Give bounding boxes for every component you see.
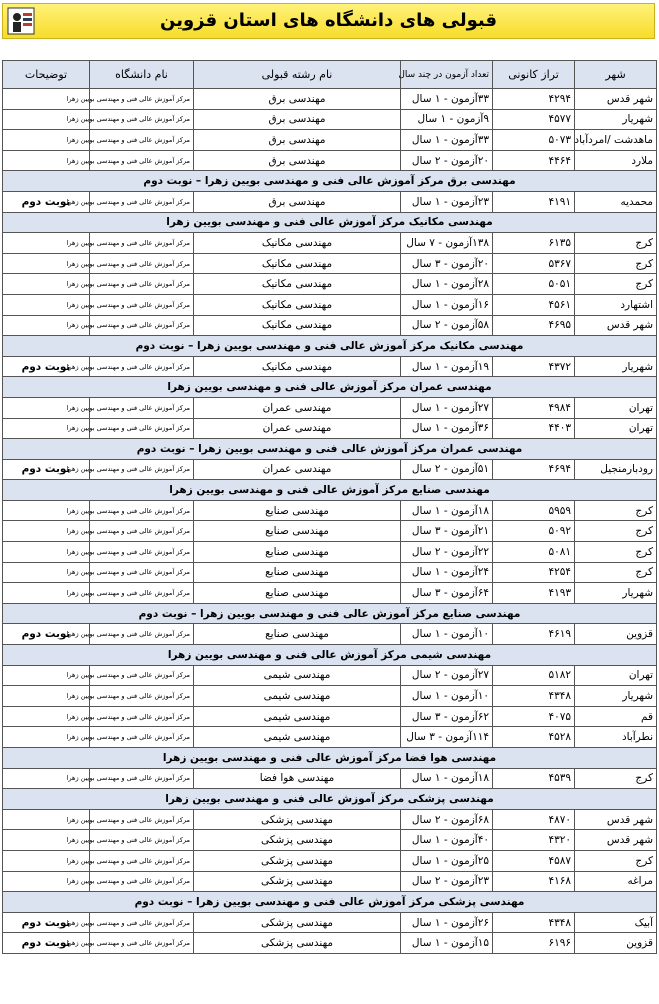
section-title: مهندسی صنایع مرکز آموزش عالی فنی و مهندسی بویین زهرا bbox=[3, 480, 657, 501]
section-title: مهندسی صنایع مرکز آموزش عالی فنی و مهندسی بویین زهرا – نوبت دوم bbox=[3, 603, 657, 624]
major-cell: مهندسی پزشکی bbox=[194, 912, 401, 933]
exams-cell: ۱۸آزمون - ۱ سال bbox=[401, 500, 493, 521]
city-cell: آبیک bbox=[575, 912, 657, 933]
major-cell: مهندسی عمران bbox=[194, 418, 401, 439]
score-cell: ۴۵۶۱ bbox=[493, 294, 575, 315]
table-row bbox=[3, 274, 657, 295]
university-cell: مرکز آموزش عالی فنی و مهندسی بویین زهرا bbox=[90, 521, 194, 542]
major-cell: مهندسی مکانیک bbox=[194, 315, 401, 336]
exams-cell: ۶۸آزمون - ۲ سال bbox=[401, 809, 493, 830]
university-cell: مرکز آموزش عالی فنی و مهندسی بویین زهرا bbox=[90, 768, 194, 789]
section-title: مهندسی پزشکی مرکز آموزش عالی فنی و مهندسی بویین زهرا bbox=[3, 789, 657, 810]
table-row bbox=[3, 933, 657, 954]
section-row bbox=[3, 439, 657, 460]
major-cell: مهندسی شیمی bbox=[194, 706, 401, 727]
exams-cell: ۱۳۸آزمون - ۷ سال bbox=[401, 233, 493, 254]
section-title: مهندسی مکانیک مرکز آموزش عالی فنی و مهندسی بویین زهرا – نوبت دوم bbox=[3, 336, 657, 357]
page-header bbox=[2, 3, 655, 39]
table-row bbox=[3, 191, 657, 212]
table-row bbox=[3, 315, 657, 336]
city-cell: کرج bbox=[575, 274, 657, 295]
header-notes: توضیحات bbox=[3, 61, 90, 89]
table-row bbox=[3, 418, 657, 439]
city-cell: شهریار bbox=[575, 109, 657, 130]
exams-cell: ۱۱۴آزمون - ۳ سال bbox=[401, 727, 493, 748]
table-row bbox=[3, 542, 657, 563]
university-cell: مرکز آموزش عالی فنی و مهندسی بویین زهرا bbox=[90, 665, 194, 686]
score-cell: ۴۴۶۴ bbox=[493, 150, 575, 171]
exams-cell: ۳۳آزمون - ۱ سال bbox=[401, 130, 493, 151]
header-major: نام رشته قبولی bbox=[194, 61, 401, 89]
score-cell: ۴۳۷۲ bbox=[493, 356, 575, 377]
score-cell: ۵۰۷۳ bbox=[493, 130, 575, 151]
exams-cell: ۶۲آزمون - ۳ سال bbox=[401, 706, 493, 727]
score-cell: ۴۵۲۸ bbox=[493, 727, 575, 748]
table-row bbox=[3, 356, 657, 377]
section-title: مهندسی هوا فضا مرکز آموزش عالی فنی و مهندسی بویین زهرا bbox=[3, 748, 657, 769]
table-row bbox=[3, 397, 657, 418]
city-cell: مراغه bbox=[575, 871, 657, 892]
exams-cell: ۱۸آزمون - ۱ سال bbox=[401, 768, 493, 789]
section-row bbox=[3, 336, 657, 357]
score-cell: ۵۹۵۹ bbox=[493, 500, 575, 521]
university-cell: مرکز آموزش عالی فنی و مهندسی بویین زهرا bbox=[90, 542, 194, 563]
exams-cell: ۲۰آزمون - ۳ سال bbox=[401, 253, 493, 274]
university-cell: مرکز آموزش عالی فنی و مهندسی بویین زهرا bbox=[90, 397, 194, 418]
major-cell: مهندسی عمران bbox=[194, 459, 401, 480]
exams-cell: ۲۳آزمون - ۲ سال bbox=[401, 871, 493, 892]
university-cell: مرکز آموزش عالی فنی و مهندسی بویین زهرا bbox=[90, 89, 194, 110]
section-row bbox=[3, 171, 657, 192]
score-cell: ۴۵۸۷ bbox=[493, 850, 575, 871]
university-cell: مرکز آموزش عالی فنی و مهندسی بویین زهرا bbox=[90, 294, 194, 315]
major-cell: مهندسی مکانیک bbox=[194, 274, 401, 295]
major-cell: مهندسی صنایع bbox=[194, 624, 401, 645]
university-cell: مرکز آموزش عالی فنی و مهندسی بویین زهرا bbox=[90, 191, 194, 212]
table-row bbox=[3, 89, 657, 110]
score-cell: ۴۶۹۵ bbox=[493, 315, 575, 336]
score-cell: ۵۰۸۱ bbox=[493, 542, 575, 563]
major-cell: مهندسی عمران bbox=[194, 397, 401, 418]
page-title: قبولی های دانشگاه های استان قزوین bbox=[160, 10, 497, 31]
major-cell: مهندسی صنایع bbox=[194, 542, 401, 563]
exams-cell: ۲۷آزمون - ۲ سال bbox=[401, 665, 493, 686]
score-cell: ۴۰۷۵ bbox=[493, 706, 575, 727]
exams-cell: ۲۵آزمون - ۱ سال bbox=[401, 850, 493, 871]
score-cell: ۴۶۹۴ bbox=[493, 459, 575, 480]
city-cell: شهر قدس bbox=[575, 315, 657, 336]
table-row bbox=[3, 109, 657, 130]
university-cell: مرکز آموزش عالی فنی و مهندسی بویین زهرا bbox=[90, 727, 194, 748]
city-cell: شهر قدس bbox=[575, 89, 657, 110]
table-row bbox=[3, 521, 657, 542]
major-cell: مهندسی مکانیک bbox=[194, 253, 401, 274]
exams-cell: ۵۸آزمون - ۲ سال bbox=[401, 315, 493, 336]
header-score: تراز کانونی bbox=[493, 61, 575, 89]
exams-cell: ۲۸آزمون - ۱ سال bbox=[401, 274, 493, 295]
notes-cell: نوبت دوم bbox=[3, 356, 90, 377]
notes-cell: نوبت دوم bbox=[3, 912, 90, 933]
notes-cell: نوبت دوم bbox=[3, 191, 90, 212]
table-row bbox=[3, 768, 657, 789]
major-cell: مهندسی شیمی bbox=[194, 665, 401, 686]
score-cell: ۴۵۳۹ bbox=[493, 768, 575, 789]
major-cell: مهندسی مکانیک bbox=[194, 233, 401, 254]
section-row bbox=[3, 480, 657, 501]
major-cell: مهندسی صنایع bbox=[194, 521, 401, 542]
major-cell: مهندسی شیمی bbox=[194, 727, 401, 748]
major-cell: مهندسی شیمی bbox=[194, 686, 401, 707]
exams-cell: ۱۶آزمون - ۱ سال bbox=[401, 294, 493, 315]
exams-cell: ۶۴آزمون - ۳ سال bbox=[401, 583, 493, 604]
exams-cell: ۹آزمون - ۱ سال bbox=[401, 109, 493, 130]
major-cell: مهندسی پزشکی bbox=[194, 830, 401, 851]
university-cell: مرکز آموزش عالی فنی و مهندسی بویین زهرا bbox=[90, 253, 194, 274]
university-cell: مرکز آموزش عالی فنی و مهندسی بویین زهرا bbox=[90, 109, 194, 130]
header-exams: تعداد آزمون در چند سال bbox=[401, 61, 493, 89]
table-row bbox=[3, 686, 657, 707]
university-cell: مرکز آموزش عالی فنی و مهندسی بویین زهرا bbox=[90, 459, 194, 480]
table-row bbox=[3, 624, 657, 645]
exams-cell: ۵۱آزمون - ۲ سال bbox=[401, 459, 493, 480]
exams-cell: ۲۷آزمون - ۱ سال bbox=[401, 397, 493, 418]
major-cell: مهندسی مکانیک bbox=[194, 356, 401, 377]
city-cell: شهریار bbox=[575, 356, 657, 377]
table-row bbox=[3, 850, 657, 871]
exams-cell: ۳۳آزمون - ۱ سال bbox=[401, 89, 493, 110]
table-row bbox=[3, 809, 657, 830]
city-cell: قم bbox=[575, 706, 657, 727]
city-cell: کرج bbox=[575, 253, 657, 274]
city-cell: شهریار bbox=[575, 686, 657, 707]
city-cell: تهران bbox=[575, 665, 657, 686]
university-cell: مرکز آموزش عالی فنی و مهندسی بویین زهرا bbox=[90, 830, 194, 851]
city-cell: قزوین bbox=[575, 933, 657, 954]
exams-cell: ۱۰آزمون - ۱ سال bbox=[401, 686, 493, 707]
table-row bbox=[3, 500, 657, 521]
exams-cell: ۲۳آزمون - ۱ سال bbox=[401, 191, 493, 212]
university-cell: مرکز آموزش عالی فنی و مهندسی بویین زهرا bbox=[90, 562, 194, 583]
exams-cell: ۱۹آزمون - ۱ سال bbox=[401, 356, 493, 377]
notes-cell: نوبت دوم bbox=[3, 933, 90, 954]
score-cell: ۶۱۳۵ bbox=[493, 233, 575, 254]
exams-cell: ۲۴آزمون - ۱ سال bbox=[401, 562, 493, 583]
university-cell: مرکز آموزش عالی فنی و مهندسی بویین زهرا bbox=[90, 315, 194, 336]
score-cell: ۴۳۲۰ bbox=[493, 830, 575, 851]
section-row bbox=[3, 603, 657, 624]
score-cell: ۴۱۹۱ bbox=[493, 191, 575, 212]
university-cell: مرکز آموزش عالی فنی و مهندسی بویین زهرا bbox=[90, 274, 194, 295]
university-cell: مرکز آموزش عالی فنی و مهندسی بویین زهرا bbox=[90, 686, 194, 707]
table-row bbox=[3, 130, 657, 151]
exams-cell: ۲۰آزمون - ۲ سال bbox=[401, 150, 493, 171]
score-cell: ۴۲۵۴ bbox=[493, 562, 575, 583]
major-cell: مهندسی پزشکی bbox=[194, 933, 401, 954]
score-cell: ۵۱۸۲ bbox=[493, 665, 575, 686]
city-cell: اشتهارد bbox=[575, 294, 657, 315]
section-row bbox=[3, 892, 657, 913]
header-city: شهر bbox=[575, 61, 657, 89]
score-cell: ۴۶۱۹ bbox=[493, 624, 575, 645]
city-cell: شهریار bbox=[575, 583, 657, 604]
university-cell: مرکز آموزش عالی فنی و مهندسی بویین زهرا bbox=[90, 809, 194, 830]
university-cell: مرکز آموزش عالی فنی و مهندسی بویین زهرا bbox=[90, 871, 194, 892]
major-cell: مهندسی پزشکی bbox=[194, 809, 401, 830]
exams-cell: ۲۱آزمون - ۳ سال bbox=[401, 521, 493, 542]
section-title: مهندسی مکانیک مرکز آموزش عالی فنی و مهندسی بویین زهرا bbox=[3, 212, 657, 233]
city-cell: ملارد bbox=[575, 150, 657, 171]
major-cell: مهندسی مکانیک bbox=[194, 294, 401, 315]
section-row bbox=[3, 645, 657, 666]
major-cell: مهندسی برق bbox=[194, 130, 401, 151]
section-row bbox=[3, 789, 657, 810]
section-title: مهندسی عمران مرکز آموزش عالی فنی و مهندسی بویین زهرا bbox=[3, 377, 657, 398]
major-cell: مهندسی صنایع bbox=[194, 500, 401, 521]
score-cell: ۴۱۶۸ bbox=[493, 871, 575, 892]
university-cell: مرکز آموزش عالی فنی و مهندسی بویین زهرا bbox=[90, 706, 194, 727]
table-header-row bbox=[3, 61, 657, 89]
score-cell: ۵۰۵۱ bbox=[493, 274, 575, 295]
major-cell: مهندسی برق bbox=[194, 89, 401, 110]
score-cell: ۴۵۷۷ bbox=[493, 109, 575, 130]
city-cell: کرج bbox=[575, 233, 657, 254]
university-cell: مرکز آموزش عالی فنی و مهندسی بویین زهرا bbox=[90, 583, 194, 604]
city-cell: کرج bbox=[575, 500, 657, 521]
university-cell: مرکز آموزش عالی فنی و مهندسی بویین زهرا bbox=[90, 500, 194, 521]
notes-cell: نوبت دوم bbox=[3, 624, 90, 645]
city-cell: رودبارمنجیل bbox=[575, 459, 657, 480]
exams-cell: ۴۰آزمون - ۱ سال bbox=[401, 830, 493, 851]
section-row bbox=[3, 748, 657, 769]
score-cell: ۶۱۹۶ bbox=[493, 933, 575, 954]
university-cell: مرکز آموزش عالی فنی و مهندسی بویین زهرا bbox=[90, 233, 194, 254]
major-cell: مهندسی برق bbox=[194, 150, 401, 171]
score-cell: ۴۹۸۴ bbox=[493, 397, 575, 418]
university-cell: مرکز آموزش عالی فنی و مهندسی بویین زهرا bbox=[90, 130, 194, 151]
table-row bbox=[3, 459, 657, 480]
table-row bbox=[3, 912, 657, 933]
exams-cell: ۲۶آزمون - ۱ سال bbox=[401, 912, 493, 933]
university-cell: مرکز آموزش عالی فنی و مهندسی بویین زهرا bbox=[90, 850, 194, 871]
score-cell: ۴۲۹۴ bbox=[493, 89, 575, 110]
score-cell: ۴۱۹۳ bbox=[493, 583, 575, 604]
score-cell: ۵۰۹۲ bbox=[493, 521, 575, 542]
university-cell: مرکز آموزش عالی فنی و مهندسی بویین زهرا bbox=[90, 933, 194, 954]
exams-cell: ۳۶آزمون - ۱ سال bbox=[401, 418, 493, 439]
section-row bbox=[3, 212, 657, 233]
table-row bbox=[3, 830, 657, 851]
major-cell: مهندسی صنایع bbox=[194, 583, 401, 604]
exams-cell: ۲۲آزمون - ۲ سال bbox=[401, 542, 493, 563]
table-row bbox=[3, 253, 657, 274]
university-cell: مرکز آموزش عالی فنی و مهندسی بویین زهرا bbox=[90, 150, 194, 171]
table-row bbox=[3, 233, 657, 254]
table-row bbox=[3, 294, 657, 315]
table-row bbox=[3, 871, 657, 892]
city-cell: کرج bbox=[575, 562, 657, 583]
city-cell: تهران bbox=[575, 397, 657, 418]
exams-cell: ۱۰آزمون - ۱ سال bbox=[401, 624, 493, 645]
city-cell: محمدیه bbox=[575, 191, 657, 212]
city-cell: شهر قدس bbox=[575, 830, 657, 851]
section-title: مهندسی عمران مرکز آموزش عالی فنی و مهندسی بویین زهرا – نوبت دوم bbox=[3, 439, 657, 460]
notes-cell: نوبت دوم bbox=[3, 459, 90, 480]
table-row bbox=[3, 706, 657, 727]
city-cell: کرج bbox=[575, 542, 657, 563]
score-cell: ۴۳۴۸ bbox=[493, 686, 575, 707]
table-row bbox=[3, 727, 657, 748]
city-cell: نطرآباد bbox=[575, 727, 657, 748]
score-cell: ۴۴۰۳ bbox=[493, 418, 575, 439]
city-cell: قزوین bbox=[575, 624, 657, 645]
exams-cell: ۱۵آزمون - ۱ سال bbox=[401, 933, 493, 954]
major-cell: مهندسی پزشکی bbox=[194, 850, 401, 871]
section-row bbox=[3, 377, 657, 398]
table-row bbox=[3, 562, 657, 583]
city-cell: کرج bbox=[575, 768, 657, 789]
city-cell: کرج bbox=[575, 850, 657, 871]
table-row bbox=[3, 150, 657, 171]
city-cell: ماهدشت /امردآباد bbox=[575, 130, 657, 151]
major-cell: مهندسی برق bbox=[194, 191, 401, 212]
university-cell: مرکز آموزش عالی فنی و مهندسی بویین زهرا bbox=[90, 912, 194, 933]
table-row bbox=[3, 665, 657, 686]
major-cell: مهندسی هوا فضا bbox=[194, 768, 401, 789]
score-cell: ۴۳۴۸ bbox=[493, 912, 575, 933]
city-cell: شهر قدس bbox=[575, 809, 657, 830]
major-cell: مهندسی برق bbox=[194, 109, 401, 130]
university-cell: مرکز آموزش عالی فنی و مهندسی بویین زهرا bbox=[90, 418, 194, 439]
section-title: مهندسی شیمی مرکز آموزش عالی فنی و مهندسی بویین زهرا bbox=[3, 645, 657, 666]
city-cell: کرج bbox=[575, 521, 657, 542]
section-title: مهندسی پزشکی مرکز آموزش عالی فنی و مهندسی بویین زهرا – نوبت دوم bbox=[3, 892, 657, 913]
header-university: نام دانشگاه bbox=[90, 61, 194, 89]
major-cell: مهندسی صنایع bbox=[194, 562, 401, 583]
university-cell: مرکز آموزش عالی فنی و مهندسی بویین زهرا bbox=[90, 356, 194, 377]
score-cell: ۵۳۶۷ bbox=[493, 253, 575, 274]
city-cell: تهران bbox=[575, 418, 657, 439]
section-title: مهندسی برق مرکز آموزش عالی فنی و مهندسی بویین زهرا – نوبت دوم bbox=[3, 171, 657, 192]
major-cell: مهندسی پزشکی bbox=[194, 871, 401, 892]
university-cell: مرکز آموزش عالی فنی و مهندسی بویین زهرا bbox=[90, 624, 194, 645]
score-cell: ۴۸۷۰ bbox=[493, 809, 575, 830]
admissions-table bbox=[2, 60, 657, 954]
table-row bbox=[3, 583, 657, 604]
